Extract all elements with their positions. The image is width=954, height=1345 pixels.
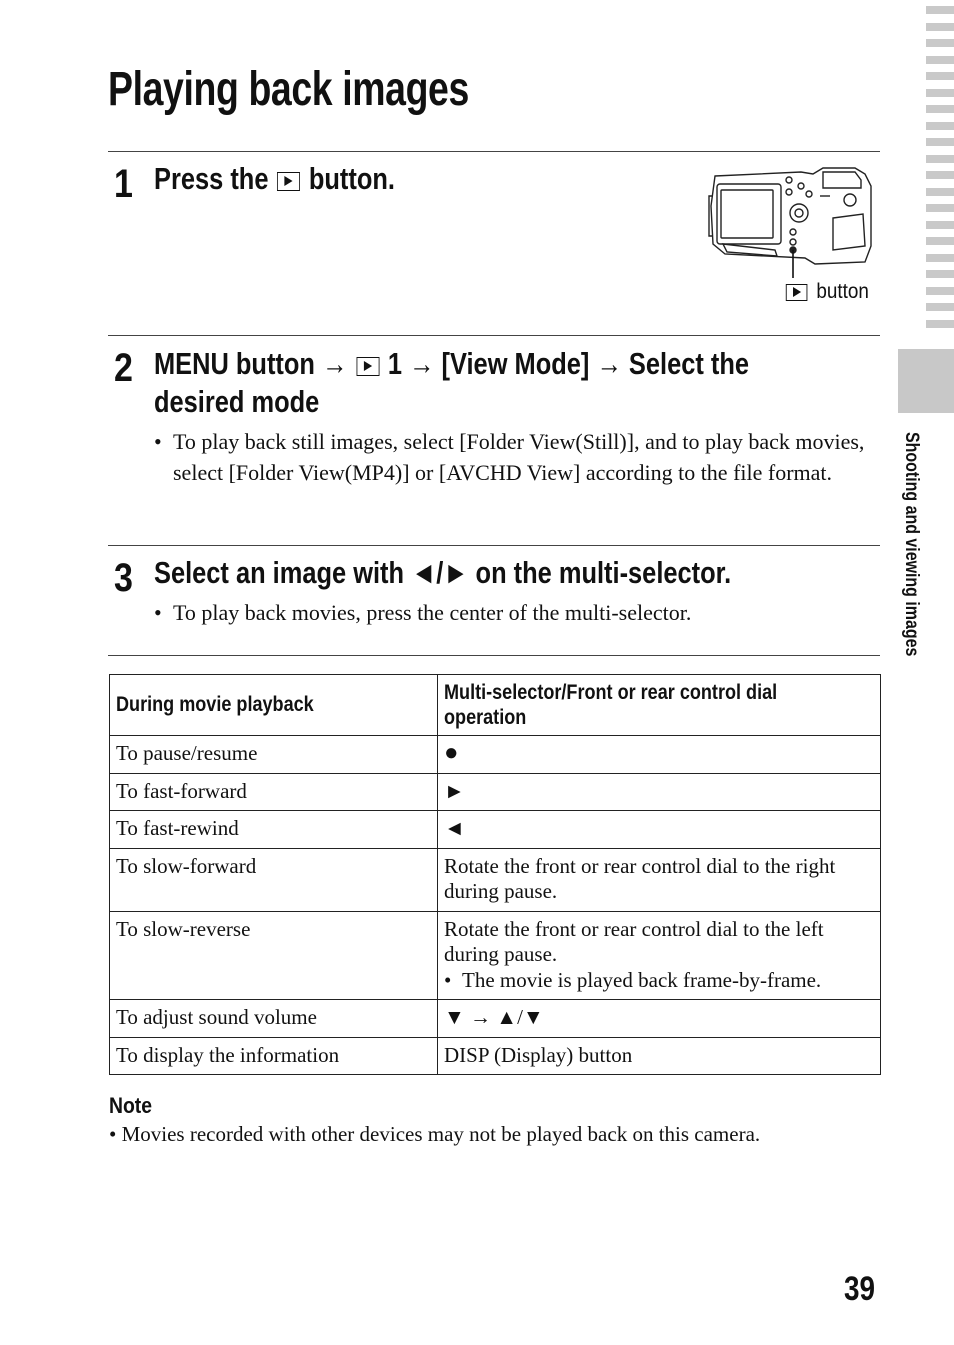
camera-caption: button — [784, 280, 869, 304]
step-3-heading: Select an image with ◄/► on the multi-selector. — [154, 555, 732, 590]
playback-icon — [786, 284, 808, 301]
operation-cell: ◄ — [438, 811, 881, 849]
table-row — [110, 1037, 881, 1075]
table-header: During movie playback — [110, 675, 438, 736]
operation-cell: DISP (Display) button — [438, 1037, 881, 1075]
section-label: Shooting and viewing images — [901, 432, 922, 657]
divider — [108, 151, 880, 152]
step-3-bullet: • To play back movies, press the center of the multi-selector. — [154, 600, 692, 625]
table-header: Multi-selector/Front or rear control dial operation — [438, 675, 881, 736]
step-3-number: 3 — [114, 556, 133, 600]
operation-cell: ► — [438, 773, 881, 811]
step-1-heading: Press the button. — [154, 161, 395, 196]
playback-icon — [356, 357, 379, 376]
table-row — [110, 1000, 881, 1038]
action-cell: To fast-forward — [110, 773, 438, 811]
divider — [108, 545, 880, 546]
table-header-row — [110, 675, 881, 736]
action-cell: To slow-reverse — [110, 911, 438, 1000]
operation-cell: ▼ → ▲/▼ — [438, 1000, 881, 1038]
operation-cell: Rotate the front or rear control dial to the right during pause. — [438, 848, 881, 911]
action-cell: To fast-rewind — [110, 811, 438, 849]
playback-operations-table — [109, 674, 881, 1075]
current-section-tab — [898, 349, 954, 413]
step-2-heading: MENU button → 1 → [View Mode] → Select the desired mode — [154, 346, 750, 419]
operation-cell: ● — [438, 736, 881, 774]
divider — [108, 655, 880, 656]
page-number: 39 — [844, 1270, 876, 1308]
note-title: Note — [109, 1093, 153, 1118]
cell-bullet: • The movie is played back frame-by-frame. — [444, 967, 822, 992]
step-2-number: 2 — [114, 346, 133, 390]
table-row — [110, 911, 881, 1000]
action-cell: To pause/resume — [110, 736, 438, 774]
step-2-bullet: • To play back still images, select [Folder View(Still)], and to play back movies, select [Folder View(MP4)] or [AVCHD View] according to the file format. — [154, 429, 865, 485]
action-cell: To adjust sound volume — [110, 1000, 438, 1038]
table-row — [110, 736, 881, 774]
table-row — [110, 848, 881, 911]
action-cell: To display the information — [110, 1037, 438, 1075]
camera-illustration — [705, 166, 877, 278]
divider — [108, 335, 880, 336]
operation-cell: Rotate the front or rear control dial to the left during pause. • The movie is played back frame-by-frame. — [438, 911, 881, 1000]
table-row — [110, 773, 881, 811]
note-item: • Movies recorded with other devices may not be played back on this camera. — [109, 1122, 761, 1146]
playback-icon — [277, 172, 300, 191]
section-tabs — [926, 6, 954, 336]
table-row — [110, 811, 881, 849]
step-1-number: 1 — [114, 162, 133, 206]
page-title: Playing back images — [108, 63, 469, 116]
action-cell: To slow-forward — [110, 848, 438, 911]
